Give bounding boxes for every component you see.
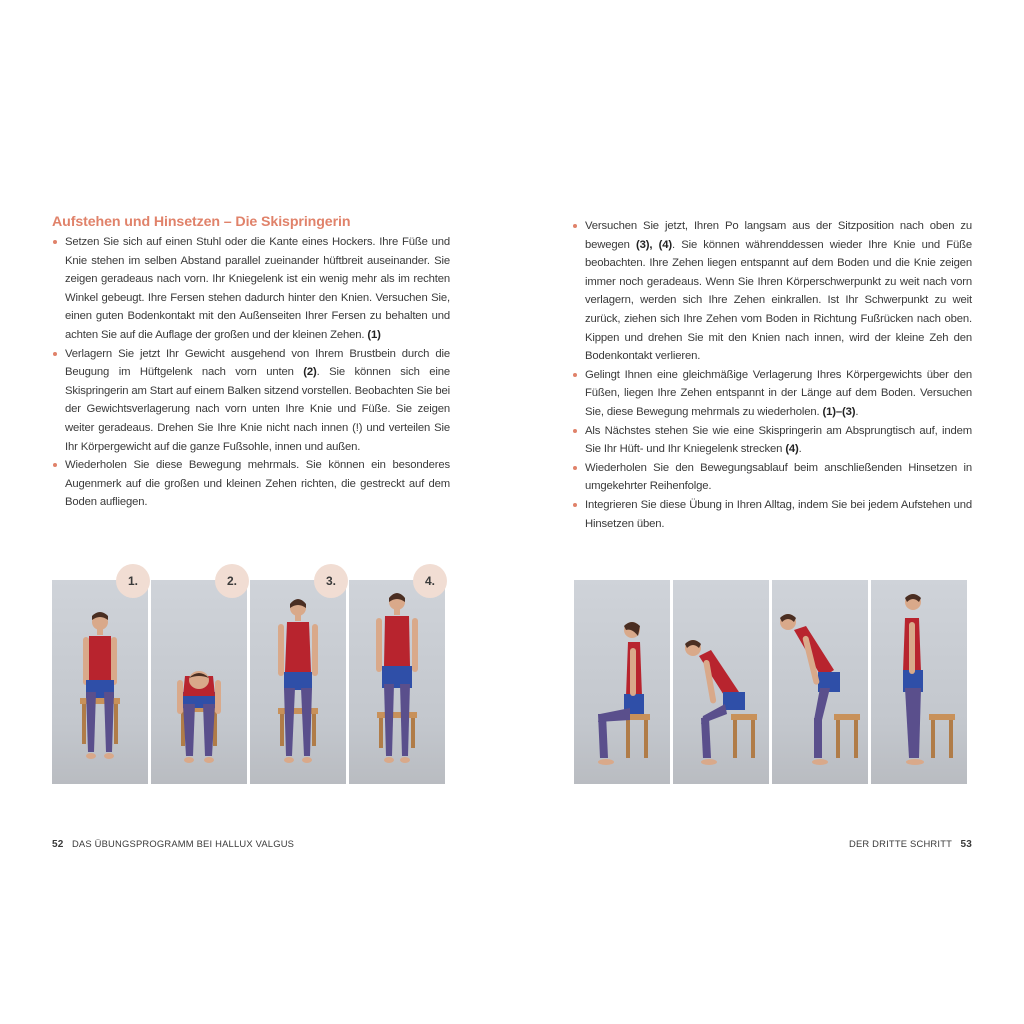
photo-reference: (2) (303, 366, 317, 379)
side-photo-4 (871, 580, 967, 784)
front-view-photo-strip (52, 574, 445, 784)
side-view-photo-strip (574, 580, 967, 784)
standing-figure-illustration (349, 580, 445, 784)
right-text-column (572, 217, 972, 533)
list-item: Wiederholen Sie den Bewegungsablauf beim anschließenden Hinsetzen in umgekehrter Reihenfolge. (572, 459, 972, 496)
seated-figure-illustration (52, 580, 148, 784)
side-photo-2 (673, 580, 769, 784)
side-leaning-illustration (673, 580, 769, 784)
exercise-photo-4 (349, 574, 445, 784)
photo-reference: (1) (367, 328, 381, 341)
list-item: Versuchen Sie jetzt, Ihren Po langsam aus der Sitzposition nach oben zu bewegen (3), (4). Sie können währenddessen wieder Ihre Knie und Füße beobachten. Ihre Zehen liegen entspannt auf dem Boden und die Knie zeigen immer noch geradeaus. Wenn Sie Ihren Körperschwerpunkt zu weit nach vorn verlagern, werden sich Ihre Zehen einkrallen. Ist Ihr Schwerpunkt zu weit zurück, ziehen sich Ihre Zehen vom Boden in Richtung Fußrücken nach oben. Kippen und drehen Sie mit den Knien nach innen, wird der kleine Zeh den Bodenkontakt verlieren. (572, 217, 972, 366)
exercise-photo-1 (52, 574, 148, 784)
list-item: Als Nächstes stehen Sie wie eine Skispringerin am Absprungtisch auf, indem Sie Ihr Hüft- und Ihr Kniegelenk strecken (4). (572, 422, 972, 459)
left-text-column (52, 214, 450, 512)
list-item: Setzen Sie sich auf einen Stuhl oder die Kante eines Hockers. Ihre Füße und Knie stehen im selben Abstand parallel zueinander hüftbreit auseinander. Sie zeigen geradeaus nach vorn. Ihr Kniegelenk ist ein wenig mehr als im rechten Winkel gebeugt. Ihre Fersen stehen dadurch hinter den Knien. Versuchen Sie, einen guten Bodenkontakt mit den Außenseiten Ihrer Fersen zu behalten und achten Sie auf die Auflage der großen und der kleinen Zehen. (1) (52, 233, 450, 345)
side-standing-illustration (871, 580, 967, 784)
photo-reference: (4) (785, 443, 799, 456)
side-rising-illustration (772, 580, 868, 784)
list-item: Integrieren Sie diese Übung in Ihren Alltag, indem Sie bei jedem Aufstehen und Hinsetzen üben. (572, 496, 972, 533)
page-number: 52 (52, 839, 64, 850)
list-item: Verlagern Sie jetzt Ihr Gewicht ausgehend von Ihrem Brustbein durch die Beugung im Hüftgelenk nach vorn unten (2). Sie können sich eine Skispringerin am Start auf einem Balken sitzend vorstellen. Beobachten Sie bei der Gewichtsverlagerung nach vorn unten Ihre Knie und Füße. Sie zeigen weiter geradeaus. Drehen Sie Ihre Knie nicht nach innen (!) und verteilen Sie Ihr Körpergewicht auf die ganze Fußsohle, innen und außen. (52, 345, 450, 457)
leaning-figure-illustration (151, 580, 247, 784)
left-page-footer (52, 838, 294, 850)
page-number: 53 (960, 839, 972, 850)
left-bullet-list (52, 233, 450, 512)
running-title: DER DRITTE SCHRITT (848, 838, 953, 849)
exercise-photo-3 (250, 574, 346, 784)
section-heading: Aufstehen und Hinsetzen – Die Skispringerin (52, 214, 351, 230)
right-bullet-list (572, 217, 972, 533)
exercise-photo-2 (151, 574, 247, 784)
list-item: Wiederholen Sie diese Bewegung mehrmals. Sie können ein besonderes Augenmerk auf die großen und kleinen Zehen richten, die gestreckt auf dem Boden aufliegen. (52, 456, 450, 512)
list-item: Gelingt Ihnen eine gleichmäßige Verlagerung Ihres Körpergewichts über den Füßen, liegen Ihre Zehen entspannt in der Länge auf dem Boden. Versuchen Sie, diese Bewegung mehrmals zu wiederholen. (1)–(3). (572, 366, 972, 422)
step-badge-3: 3. (314, 564, 348, 598)
right-page-footer (849, 838, 972, 850)
running-title: DAS ÜBUNGSPROGRAMM BEI HALLUX VALGUS (71, 838, 295, 849)
step-badge-1: 1. (116, 564, 150, 598)
step-badge-2: 2. (215, 564, 249, 598)
side-seated-illustration (574, 580, 670, 784)
photo-reference: (1)–(3) (822, 405, 856, 418)
side-photo-1 (574, 580, 670, 784)
rising-figure-illustration (250, 580, 346, 784)
photo-reference: (3), (4) (636, 238, 672, 251)
step-badge-4: 4. (413, 564, 447, 598)
side-photo-3 (772, 580, 868, 784)
